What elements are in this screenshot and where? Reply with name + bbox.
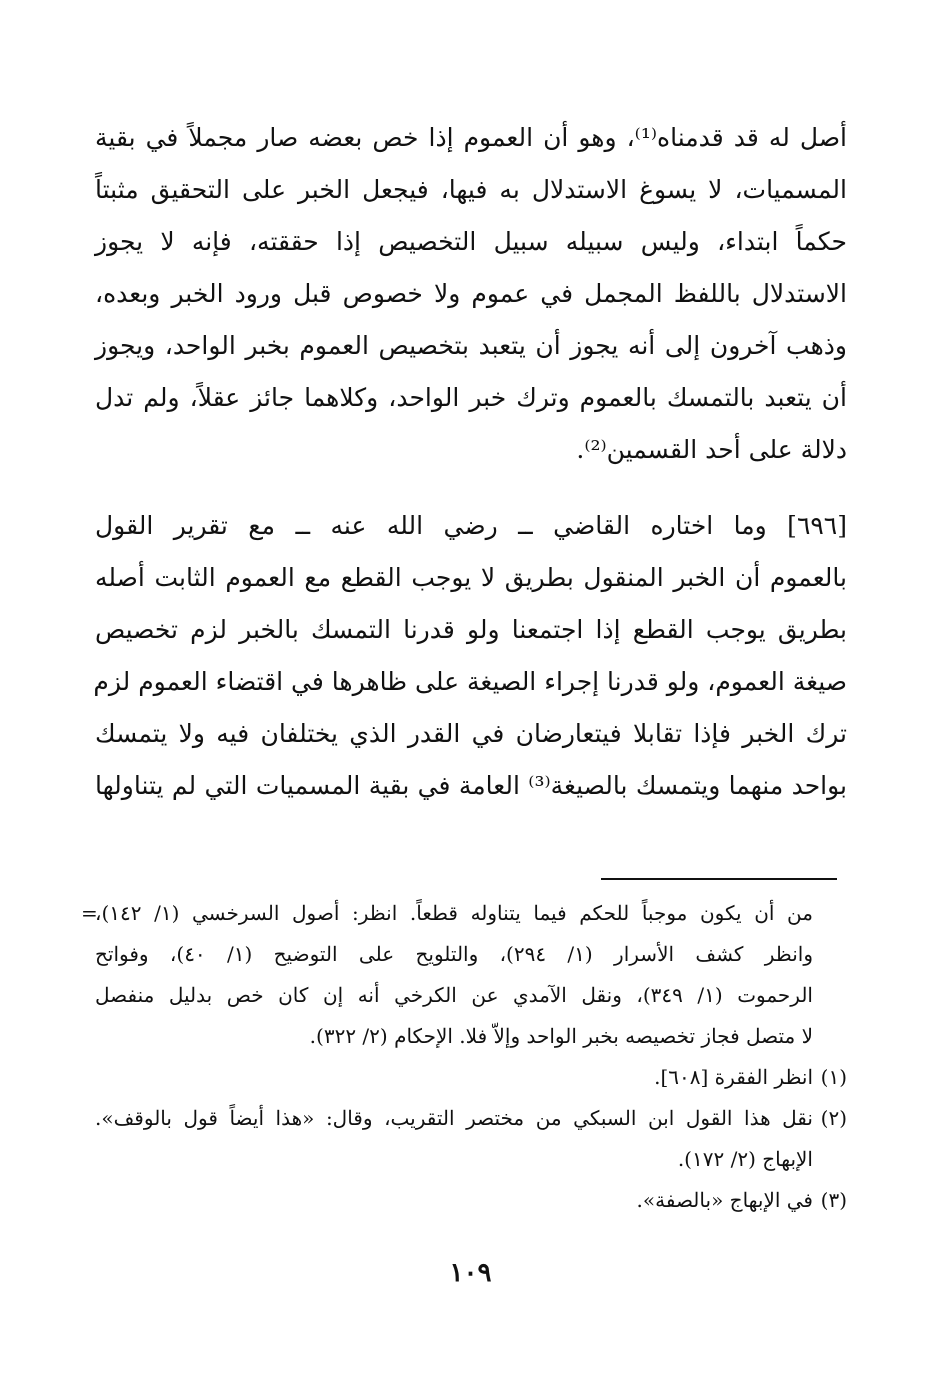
footnote-body [95,1180,813,1221]
footnote-continuation [81,893,847,1057]
footnote-line: في الإبهاج «بالصفة». [636,1188,813,1212]
footnote-line: وانظر كشف الأسرار (١/ ٢٩٤)، والتلويح على التوضيح (١/ ٤٠)، وفواتح [95,942,813,966]
text-line: حكماً ابتداء، وليس سبيله سبيل التخصيص إذا حققته، فإنه لا يجوز [95,227,847,256]
footnote-line: لا متصل فجاز تخصيصه بخبر الواحد وإلاّ فلا. الإحكام (٢/ ٣٢٢). [309,1024,813,1048]
footnote-line: الإبهاج (٢/ ١٧٢). [677,1147,813,1171]
footnote-marker: (٢) [820,1106,847,1130]
text-line: وذهب آخرون إلى أنه يجوز أن يتعبد بتخصيص العموم بخبر الواحد، ويجوز [95,331,847,360]
text-line: بواحد منهما ويتمسك بالصيغة⁽³⁾ العامة في بقية المسميات التي لم يتناولها [95,771,847,800]
footnote-separator [601,878,837,880]
footnote-line: نقل هذا القول ابن السبكي من مختصر التقريب، وقال: «هذا أيضاً قول بالوقف». [95,1106,813,1130]
paragraph-2 [95,500,847,812]
continuation-marker-text: = [81,901,98,925]
text-line: [٦٩٦] وما اختاره القاضي ــ رضي الله عنه ــ مع تقرير القول [95,511,847,540]
page-number: ١٠٩ [449,1258,492,1288]
footnote-body [95,1098,813,1180]
footnote-body [95,1057,813,1098]
footnote-marker: (٣) [820,1188,847,1212]
footnote-2 [95,1098,847,1180]
footnote-line: انظر الفقرة [٦٠٨]. [654,1065,813,1089]
text-line: صيغة العموم، ولو قدرنا إجراء الصيغة على ظاهرها في اقتضاء العموم لزم [93,667,847,696]
footnote-continuation-body [95,893,813,1057]
footnote-1 [95,1057,847,1098]
text-line: أصل له قد قدمناه⁽¹⁾، وهو أن العموم إذا خص بعضه صار مجملاً في بقية [95,123,847,152]
text-line: بالعموم أن الخبر المنقول بطريق لا يوجب القطع مع العموم الثابت أصله [95,563,847,592]
paragraph-1 [95,112,847,476]
footnotes [81,893,847,1221]
text-line: ترك الخبر فإذا تقابلا فيتعارضان في القدر الذي يختلفان فيه ولا يتمسك [95,719,847,748]
footnote-3 [95,1180,847,1221]
text-line: بطريق يوجب القطع إذا اجتمعنا ولو قدرنا التمسك بالخبر لزم تخصيص [95,615,847,644]
main-text [95,112,847,812]
text-line: دلالة على أحد القسمين⁽²⁾. [576,435,847,464]
footnote-line: الرحموت (١/ ٣٤٩)، ونقل الآمدي عن الكرخي أنه إن كان خص بدليل منفصل [95,983,813,1007]
footnote-marker: (١) [820,1065,847,1089]
text-line: المسميات، لا يسوغ الاستدلال به فيها، فيجعل الخبر على التحقيق مثبتاً [95,175,847,204]
text-line: الاستدلال باللفظ المجمل في عموم ولا خصوص قبل ورود الخبر وبعده، [95,279,847,308]
text-line: أن يتعبد بالتمسك بالعموم وترك خبر الواحد، وكلاهما جائز عقلاً، ولم تدل [95,383,847,412]
footnote-line: من أن يكون موجباً للحكم فيما يتناوله قطعاً. انظر: أصول السرخسي (١/ ١٤٢)، [95,901,813,925]
